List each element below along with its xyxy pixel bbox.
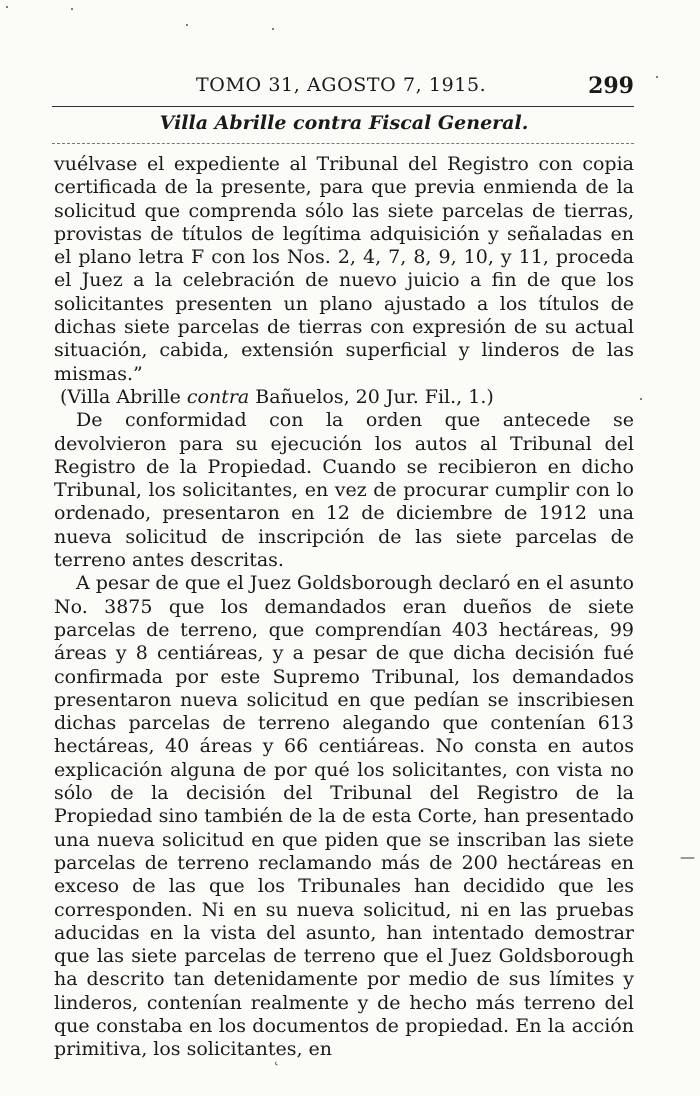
running-header [56,74,634,102]
bottom-scan-mark: ʿ [273,1059,283,1077]
scan-speck [71,8,73,10]
scan-speck [272,28,274,30]
margin-dash-mark: — [680,848,695,866]
page-number: 299 [588,73,634,99]
header-rule [52,106,634,107]
case-title [0,112,700,134]
citation-after: Bañuelos, 20 Jur. Fil., 1.) [249,385,494,408]
case-title-rule [52,143,634,144]
scan-speck [656,76,658,78]
body-text [54,153,634,1062]
paragraph-1-citation [54,386,634,409]
citation-italic: contra [186,385,250,408]
paragraph-1-main: vuélvase el expediente al Tribunal del Registro con copia certificada de la presente, para que previa enmienda de la solicitud que comprenda sólo las siete parcelas de tierras, provistas de títulos de legítima adquisición y señaladas en el plano letra F con los Nos. 2, 4, 7, 8, 9, 10, y 11, proceda el Juez a la celebración de nuevo juicio a fin de que los solicitantes presenten un plano ajustado a los títulos de dichas siete parcelas de tierras con expresión de su actual situación, cabida, extensión superficial y linderos de las mismas.” [54,153,634,385]
scan-speck [186,24,188,26]
case-title-text: Villa Abrille contra Fiscal General. [159,112,529,134]
paragraph-3: A pesar de que el Juez Goldsborough declaró en el asunto No. 3875 que los demandados eran dueños de siete parcelas de terreno, que comprendían 403 hectáreas, 99 áreas y 8 centiáreas, y a pesar de que dicha decisión fué confirmada por este Supremo Tribunal, los demandados presentaron nueva solicitud en que pedían se inscribiesen dichas parcelas de terreno alegando que contenían 613 hectáreas, 40 áreas y 66 centiáreas. No consta en autos explicación alguna de por qué los solicitantes, con vista no sólo de la decisión del Tribunal del Registro de la Propiedad sino también de la de esta Corte, han presentado una nueva solicitud en que piden que se inscriban las siete parcelas de terreno reclamando más de 200 hectáreas en exceso de las que los Tribunales han decidido que les corresponden. Ni en su nueva solicitud, ni en las pruebas aducidas en la vista del asunto, han intentado demostrar que las siete parcelas de terreno que el Juez Goldsborough ha descrito tan detenidamente por medio de sus límites y linderos, contenían realmente y de hecho más terreno del que constaba en los documentos de propiedad. En la acción primitiva, los solicitantes, en [54,572,634,1061]
scan-speck [640,398,642,400]
paragraph-2: De conformidad con la orden que antecede se devolvieron para su ejecución los autos al Tribunal del Registro de la Propiedad. Cuando se recibieron en dicho Tribunal, los solicitantes, en vez de procurar cumplir con lo ordenado, presentaron en 12 de diciembre de 1912 una nueva solicitud de inscripción de las siete parcelas de terreno antes descritas. [54,409,634,572]
scan-speck [6,6,8,8]
citation-before: (Villa Abrille [60,385,187,408]
running-title: TOMO 31, AGOSTO 7, 1915. [196,74,487,96]
